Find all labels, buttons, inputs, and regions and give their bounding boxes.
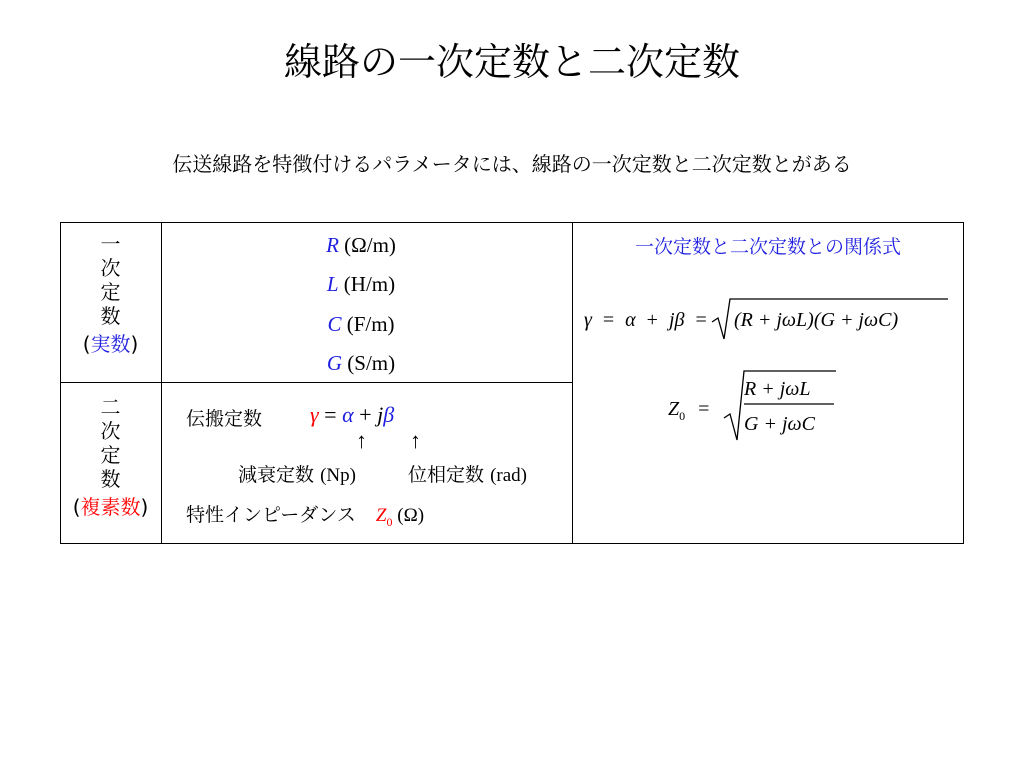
propagation-row bbox=[186, 406, 262, 432]
propagation-label: 伝搬定数 bbox=[186, 408, 263, 430]
table-divider-right bbox=[572, 222, 573, 544]
constant-row-r: R (Ω/m) bbox=[326, 233, 396, 257]
impedance-equation bbox=[660, 368, 960, 448]
table-divider-horizontal bbox=[60, 382, 572, 383]
arrow-up-icon: ↑ bbox=[356, 428, 367, 453]
impedance-row: 特性インピーダンス $Z_0$ (Ω) bbox=[186, 504, 425, 529]
attenuation-row bbox=[238, 462, 356, 489]
eq1-radicand: (R + jωL)(G + jωC) bbox=[734, 309, 899, 331]
gamma-equation bbox=[572, 295, 964, 345]
secondary-label bbox=[60, 395, 161, 519]
phase-label: 位相定数 bbox=[408, 464, 485, 486]
propagation-equation: γ = α + jβ bbox=[310, 402, 395, 427]
primary-label-char: 一 bbox=[100, 232, 121, 256]
secondary-type: (複素数) bbox=[72, 495, 149, 519]
attenuation-label: 減衰定数 bbox=[238, 464, 315, 486]
constant-row-l: L (H/m) bbox=[326, 272, 396, 296]
primary-label-char: 数 bbox=[100, 304, 121, 328]
constant-row-c: C (F/m) bbox=[327, 312, 395, 336]
arrow-up-icon: ↑ bbox=[410, 428, 421, 453]
relation-title: 一次定数と二次定数との関係式 bbox=[634, 236, 901, 258]
primary-label bbox=[60, 232, 161, 356]
secondary-label-char: 二 bbox=[100, 395, 121, 419]
eq2-lhs: $Z_0$ = bbox=[668, 398, 710, 423]
phase-unit: (rad) bbox=[490, 465, 527, 486]
primary-type: (実数) bbox=[82, 332, 139, 356]
subtitle: 伝送線路を特徴付けるパラメータには、線路の一次定数と二次定数とがある bbox=[172, 152, 852, 176]
secondary-label-char: 数 bbox=[100, 467, 121, 491]
primary-label-char: 次 bbox=[100, 256, 121, 280]
constant-row-g: G (S/m) bbox=[326, 351, 396, 375]
eq2-numerator: R + jωL bbox=[744, 378, 811, 400]
secondary-label-char: 次 bbox=[100, 419, 121, 443]
page-title: 線路の一次定数と二次定数 bbox=[283, 40, 740, 84]
eq1-lhs: γ = α + jβ = bbox=[584, 309, 707, 331]
impedance-label: 特性インピーダンス bbox=[186, 504, 356, 526]
secondary-label-char: 定 bbox=[100, 443, 121, 467]
eq2-denominator: G + jωC bbox=[744, 413, 815, 435]
primary-label-char: 定 bbox=[100, 280, 121, 304]
phase-row bbox=[408, 462, 527, 489]
table-divider-left bbox=[161, 222, 162, 544]
attenuation-unit: (Np) bbox=[320, 465, 356, 486]
